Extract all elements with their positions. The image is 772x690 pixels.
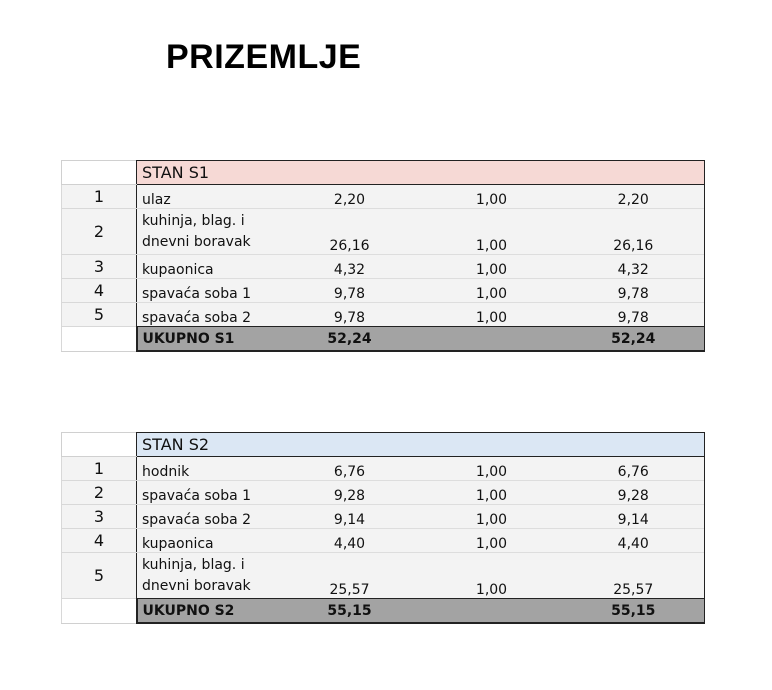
area-value: 25,57 (279, 553, 421, 599)
area-value: 2,20 (279, 185, 421, 209)
room-name: ulaz (137, 185, 279, 209)
table-row (62, 279, 705, 303)
area-value: 9,14 (279, 505, 421, 529)
row-number: 1 (62, 457, 137, 481)
table-row (62, 553, 705, 599)
area-value: 4,40 (279, 529, 421, 553)
room-name: kupaonica (137, 529, 279, 553)
net-area-value: 9,78 (563, 303, 705, 327)
table-header-row (62, 433, 705, 457)
apartment-s2-table (61, 432, 705, 624)
table-header-row (62, 161, 705, 185)
table-row (62, 481, 705, 505)
table-row (62, 505, 705, 529)
table-row (62, 457, 705, 481)
coefficient-value: 1,00 (421, 303, 563, 327)
room-name: hodnik (137, 457, 279, 481)
total-row (62, 327, 705, 352)
coefficient-value: 1,00 (421, 255, 563, 279)
row-number: 4 (62, 529, 137, 553)
coefficient-value: 1,00 (421, 185, 563, 209)
total-blank-cell (62, 327, 137, 352)
total-blank (421, 599, 563, 624)
total-area: 52,24 (279, 327, 421, 352)
net-area-value: 2,20 (563, 185, 705, 209)
total-row (62, 599, 705, 624)
area-value: 9,78 (279, 279, 421, 303)
table-row (62, 529, 705, 553)
header-blank-cell (62, 433, 137, 457)
room-name: spavaća soba 1 (137, 279, 279, 303)
coefficient-value: 1,00 (421, 529, 563, 553)
net-area-value: 4,40 (563, 529, 705, 553)
net-area-value: 6,76 (563, 457, 705, 481)
room-name: spavaća soba 2 (137, 303, 279, 327)
row-number: 5 (62, 553, 137, 599)
total-net-area: 55,15 (563, 599, 705, 624)
total-label: UKUPNO S1 (137, 327, 279, 352)
net-area-value: 9,14 (563, 505, 705, 529)
coefficient-value: 1,00 (421, 209, 563, 255)
room-name: spavaća soba 1 (137, 481, 279, 505)
table-row (62, 255, 705, 279)
total-net-area: 52,24 (563, 327, 705, 352)
net-area-value: 9,28 (563, 481, 705, 505)
total-area: 55,15 (279, 599, 421, 624)
row-number: 3 (62, 255, 137, 279)
coefficient-value: 1,00 (421, 553, 563, 599)
table-row (62, 185, 705, 209)
net-area-value: 25,57 (563, 553, 705, 599)
room-name: spavaća soba 2 (137, 505, 279, 529)
apartment-title: STAN S2 (137, 433, 705, 457)
table-row (62, 303, 705, 327)
net-area-value: 9,78 (563, 279, 705, 303)
row-number: 5 (62, 303, 137, 327)
row-number: 4 (62, 279, 137, 303)
row-number: 1 (62, 185, 137, 209)
total-blank (421, 327, 563, 352)
total-label: UKUPNO S2 (137, 599, 279, 624)
total-blank-cell (62, 599, 137, 624)
row-number: 3 (62, 505, 137, 529)
net-area-value: 4,32 (563, 255, 705, 279)
header-blank-cell (62, 161, 137, 185)
net-area-value: 26,16 (563, 209, 705, 255)
area-value: 26,16 (279, 209, 421, 255)
room-name: kupaonica (137, 255, 279, 279)
apartment-s1-table (61, 160, 705, 352)
coefficient-value: 1,00 (421, 457, 563, 481)
row-number: 2 (62, 209, 137, 255)
row-number: 2 (62, 481, 137, 505)
room-name: kuhinja, blag. i dnevni boravak (137, 553, 279, 599)
area-value: 4,32 (279, 255, 421, 279)
coefficient-value: 1,00 (421, 481, 563, 505)
table-row (62, 209, 705, 255)
area-value: 6,76 (279, 457, 421, 481)
room-name: kuhinja, blag. i dnevni boravak (137, 209, 279, 255)
page-title: PRIZEMLJE (166, 38, 362, 76)
coefficient-value: 1,00 (421, 279, 563, 303)
area-value: 9,28 (279, 481, 421, 505)
area-value: 9,78 (279, 303, 421, 327)
coefficient-value: 1,00 (421, 505, 563, 529)
apartment-title: STAN S1 (137, 161, 705, 185)
